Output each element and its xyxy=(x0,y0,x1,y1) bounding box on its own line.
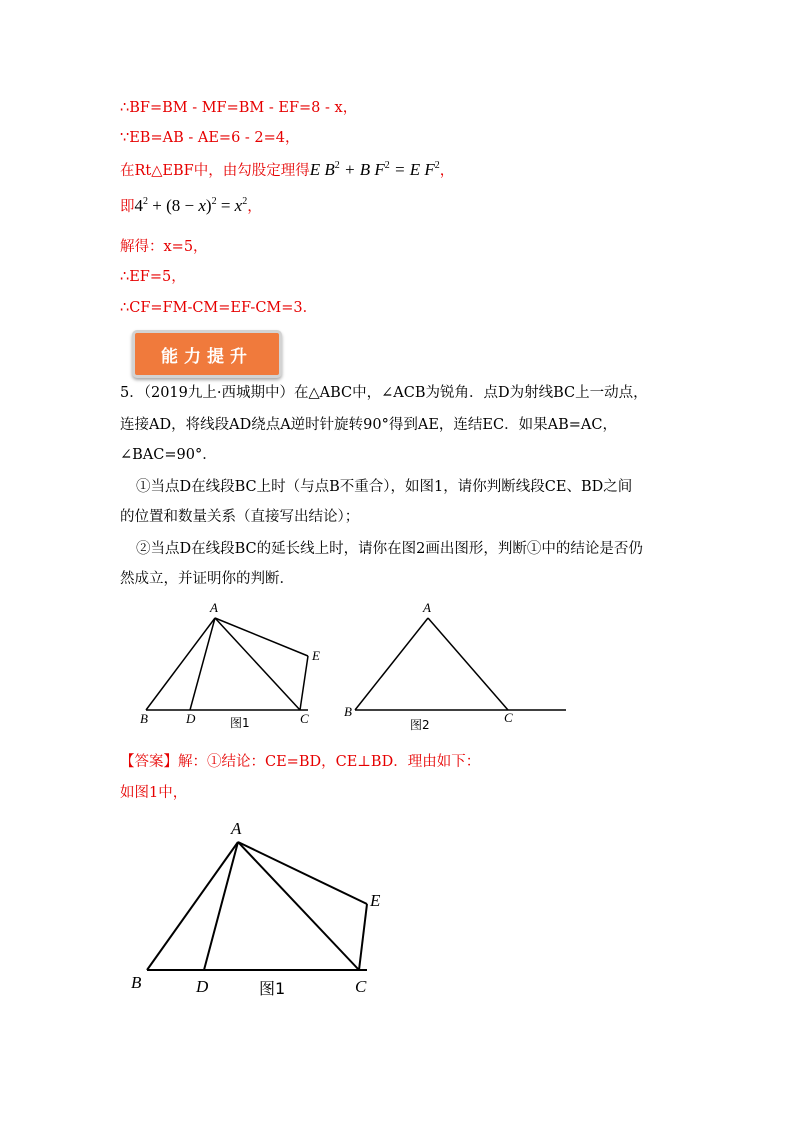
fig3-label-b: B xyxy=(131,973,142,992)
answer-figure-diagram xyxy=(125,816,405,1006)
fig1-label-a: A xyxy=(210,600,218,615)
fig2-label-b: B xyxy=(344,704,352,719)
solution-line-5: 解得：x=5， xyxy=(120,239,208,255)
fig1-label-b: B xyxy=(140,711,148,726)
substituted-equation: $4^2 + (8 - x)^2 = x^2$ xyxy=(134,196,248,215)
question-part-1-b: 的位置和数量关系（直接写出结论）； xyxy=(120,509,360,525)
answer-tag: 【答案】 xyxy=(120,754,178,770)
solution-line-4: 即$4^2 + (8 - x)^2 = x^2$， xyxy=(120,196,262,215)
question-line-2: 连接AD，将线段AD绕点A逆时针旋转90°得到AE，连结EC．如果AB=AC， xyxy=(120,417,617,433)
fig2-caption: 图2 xyxy=(410,718,430,732)
fig2-label-a: A xyxy=(423,600,431,615)
fig1-label-e: E xyxy=(312,648,320,663)
solution-line-7: ∴CF=FM-CM=EF-CM=3． xyxy=(120,300,318,316)
solution-line-6: ∴EF=5， xyxy=(120,269,186,285)
fig3-label-a: A xyxy=(231,819,242,838)
fig1-caption: 图1 xyxy=(230,716,250,730)
question-line-1: 5．（2019九上·西城期中）在△ABC中，∠ACB为锐角．点D为射线BC上一动点， xyxy=(120,385,648,401)
solution-line-1: ∴BF=BM - MF=BM - EF=8 - x， xyxy=(120,100,358,116)
solution-line-3: 在Rt△EBF中，由勾股定理得E $B^2 + B$ $F^2 = E$ $F^2$， xyxy=(120,160,455,179)
solution-line-3-text: 在Rt△EBF中，由勾股定理得 xyxy=(120,163,310,179)
fig3-label-c: C xyxy=(355,977,367,996)
solution-line-4-prefix: 即 xyxy=(120,199,135,215)
figure-2-diagram xyxy=(340,598,570,738)
answer-figure-ref: 如图1中， xyxy=(120,785,188,801)
answer-line xyxy=(120,751,480,773)
question-part-2-a: ②当点D在线段BC的延长线上时，请你在图2画出图形，判断①中的结论是否仍 xyxy=(136,541,643,557)
question-part-1-a: ①当点D在线段BC上时（与点B不重合），如图1，请你判断线段CE、BD之间 xyxy=(136,479,633,495)
ability-improvement-badge: 能力提升 xyxy=(132,330,282,378)
pythagoras-equation: E $B^2 + B$ $F^2 = E$ $F^2$ xyxy=(309,160,440,179)
fig1-label-c: C xyxy=(300,711,309,726)
solution-line-2: ∵EB=AB - AE=6 - 2=4， xyxy=(120,130,300,146)
answer-text: 解：①结论：CE=BD，CE⊥BD．理由如下： xyxy=(178,754,481,770)
fig1-label-d: D xyxy=(186,711,196,726)
question-part-2-b: 然成立，并证明你的判断． xyxy=(120,571,294,587)
fig3-label-e: E xyxy=(370,891,381,910)
question-line-3: ∠BAC=90°． xyxy=(120,447,217,463)
figure-1-diagram xyxy=(130,598,370,738)
fig2-label-c: C xyxy=(504,710,513,725)
fig3-label-d: D xyxy=(196,977,209,996)
fig3-caption: 图1 xyxy=(259,979,286,998)
